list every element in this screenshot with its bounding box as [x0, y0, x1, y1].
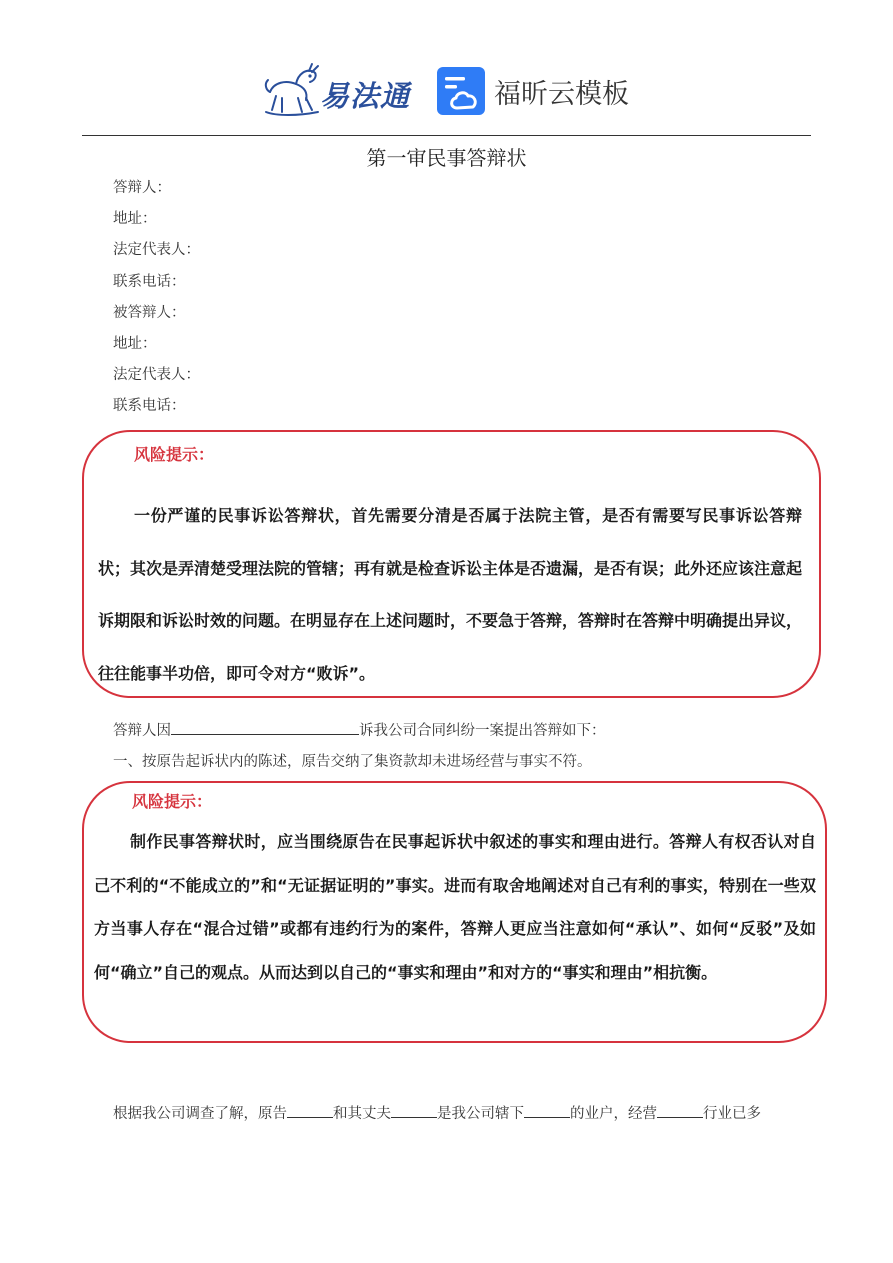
claimant-field: 被答辩人：	[113, 304, 186, 321]
foxit-wordmark: 福昕云模板	[494, 79, 629, 110]
reply-intro-lead: 答辩人因	[113, 723, 171, 739]
respondent-phone-field: 联系电话：	[113, 273, 186, 290]
investigation-seg: 行业已多	[703, 1106, 761, 1122]
respondent-address-field: 地址：	[113, 211, 157, 228]
respondent-field: 答辩人：	[113, 180, 171, 196]
respondent-legal-rep-field: 法定代表人：	[113, 242, 200, 259]
industry-blank	[657, 1105, 703, 1118]
party-info-fields	[113, 178, 200, 428]
yifatong-logo	[262, 62, 412, 118]
husband-blank	[391, 1105, 437, 1118]
risk-notice-title: 风险提示：	[134, 445, 215, 464]
investigation-seg: 根据我公司调查了解，原告	[113, 1106, 287, 1122]
risk-notice-body: 一份严谨的民事诉讼答辩状，首先需要分清是否属于法院主管，是否有需要写民事诉讼答辩状；其次是弄清楚受理法院的管辖；再有就是检查诉讼主体是否遗漏，是否有误；此外还应该注意起诉期限和诉讼时效的问题。在明显存在上述问题时，不要急于答辩，答辩时在答辩中明确提出异议，往往能事半功倍，即可令对方“败诉”。	[98, 506, 803, 683]
risk-notice-title: 风险提示：	[132, 792, 213, 811]
risk-notice-box	[82, 430, 821, 698]
claimant-legal-rep-field: 法定代表人：	[113, 367, 200, 384]
investigation-seg: 的业户，经营	[570, 1106, 657, 1122]
document-title: 第一审民事答辩状	[366, 146, 527, 170]
risk-notice-box	[82, 781, 827, 1043]
investigation-seg: 是我公司辖下	[437, 1106, 524, 1122]
header-divider	[82, 135, 811, 136]
header	[0, 58, 893, 122]
case-blank	[171, 722, 359, 735]
market-blank	[524, 1105, 570, 1118]
investigation-paragraph	[113, 1102, 761, 1123]
claimant-address-field: 地址：	[113, 335, 157, 352]
reply-intro-paragraph	[113, 719, 606, 740]
reply-intro-tail: 诉我公司合同纠纷一案提出答辩如下：	[359, 723, 606, 739]
investigation-seg: 和其丈夫	[333, 1106, 391, 1122]
yifatong-wordmark: 易法通	[320, 79, 411, 113]
document-cloud-icon	[436, 66, 486, 116]
reply-point-one: 一、按原告起诉状内的陈述，原告交纳了集资款却未进场经营与事实不符。	[113, 754, 592, 770]
claimant-phone-field: 联系电话：	[113, 398, 186, 415]
plaintiff-blank	[287, 1105, 333, 1118]
risk-notice-body: 制作民事答辩状时，应当围绕原告在民事起诉状中叙述的事实和理由进行。答辩人有权否认对自己不利的“不能成立的”和“无证据证明的”事实。进而有取舍地阐述对自己有利的事实，特别在一些双方当事人存在“混合过错”或都有违约行为的案件，答辩人更应当注意如何“承认”、如何“反驳”及如何“确立”自己的观点。从而达到以自己的“事实和理由”和对方的“事实和理由”相抗衡。	[94, 832, 816, 982]
qilin-mascot-icon	[262, 62, 322, 118]
